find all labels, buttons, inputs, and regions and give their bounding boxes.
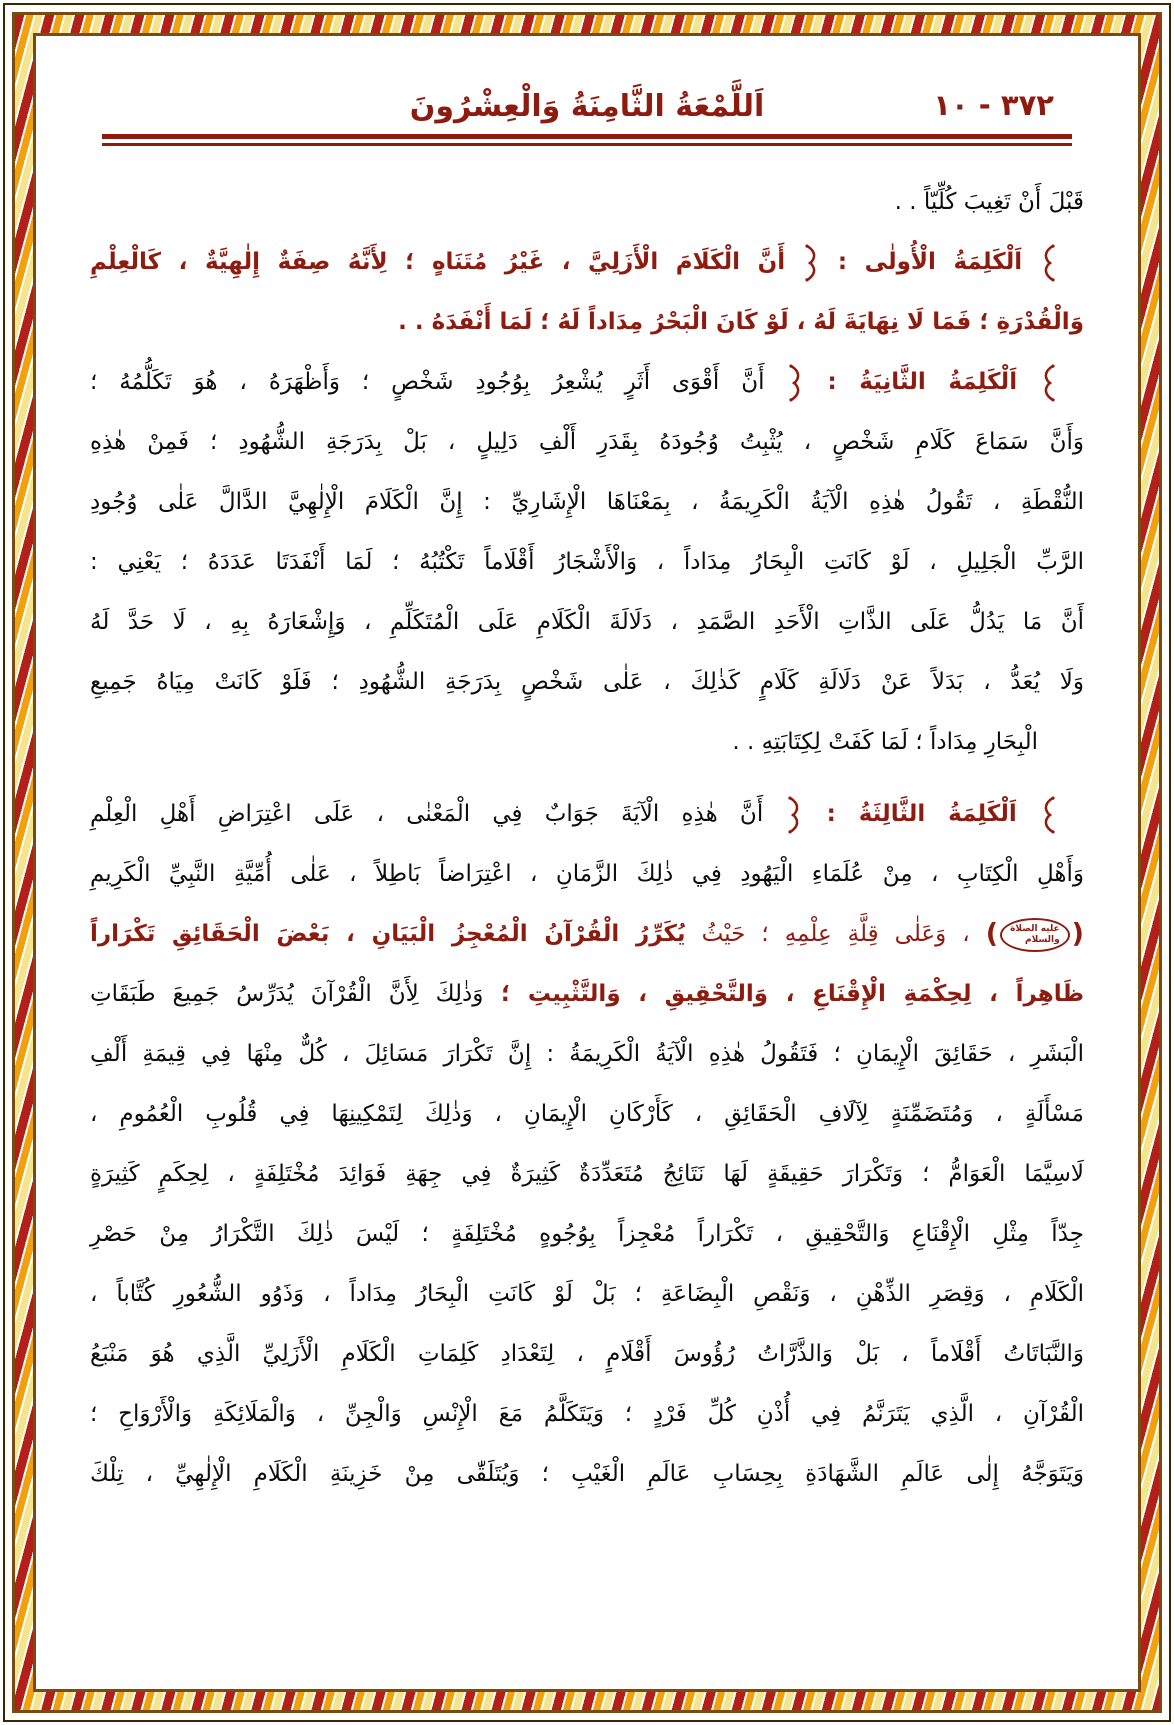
text-line [90,904,1084,964]
text-line [90,532,1084,592]
text-segment: اَلْكَلِمَةُ الْأُولٰى : [837,249,1023,275]
text-segment: الْبَشَرِ ، حَقَائِقَ الْإِيمَانِ ؛ فَتَقُولُ هٰذِهِ الْآيَةُ الْكَرِيمَةُ : إِنَّ تَكْرَارَ مَسَائِلَ ، كُلٌّ مِنْهَا فِي قِيمَةِ أَلْفِ [90,1041,1084,1067]
text-line [90,1324,1084,1384]
body-text [90,172,1084,1504]
text-line [90,1444,1084,1504]
text-line [90,1024,1084,1084]
text-line [90,172,1084,232]
page-header [90,60,1084,124]
text-line [90,844,1084,904]
double-rule-bottom [102,143,1072,146]
text-segment: وَلَا يُعَدُّ ، بَدَلاً عَنْ دَلَالَةِ كَلَامٍ كَذٰلِكَ ، عَلٰى شَخْصٍ بِدَرَجَةِ الشُّهُودِ ؛ فَلَوْ كَانَتْ مِيَاهُ جَمِيعِ [90,669,1084,695]
prophet-salutation-seal: ( عليه الصلاة والسلام ) [985,918,1085,950]
text-line [90,784,1084,844]
text-segment: الرَّبِّ الْجَلِيلِ ، لَوْ كَانَتِ الْبِحَارُ مِدَاداً ، وَالْأَشْجَارُ أَقْلَاماً تَكْتُبُهُ ؛ لَمَا أَنْفَدَتَا عَدَدَهُ ؛ يَعْنِي : [90,549,1084,575]
text-segment: أَنَّ أَقْوَى أَثَرٍ يُشْعِرُ بِوُجُودِ شَخْصٍ ؛ وَأَظْهَرَهُ ، هُوَ تَكَلُّمُهُ ؛ [90,369,765,395]
text-segment: يُكَرِّرُ الْقُرْآنُ الْمُعْجِزُ الْبَيَانِ ، بَعْضَ الْحَقَائِقِ تَكْرَاراً [90,921,686,947]
text-line [90,232,1084,292]
text-line [90,292,1084,352]
text-segment: مَسْأَلَةٍ ، وَمُتَضَمِّنَةٍ لِآلَافِ الْحَقَائِقِ ، كَأَرْكَانِ الْإِيمَانِ ، وَذٰلِكَ لِتَمْكِينِهَا فِي قُلُوبِ الْعُمُومِ ، [90,1101,1084,1127]
text-segment: وَالْقُدْرَةِ ؛ فَمَا لَا نِهَايَةَ لَهُ ، لَوْ كَانَ الْبَحْرُ مِدَاداً لَهُ ؛ لَمَا أَنْفَدَهُ . . [398,309,1084,335]
ornate-bracket-close-icon [787,796,802,834]
text-segment: أَنَّ الْكَلَامَ الْأَزَلِيَّ ، غَيْرُ مُتَنَاهٍ ؛ لِأَنَّهُ صِفَةٌ إِلٰهِيَّةٌ ، كَالْعِلْمِ [90,249,786,275]
text-line [90,1144,1084,1204]
ornate-bracket-close-icon [788,364,803,402]
text-segment: الْبِحَارِ مِدَاداً ؛ لَمَا كَفَتْ لِكِتَابَتِهِ . . [732,729,1038,755]
text-segment: وَأَهْلِ الْكِتَابِ ، مِنْ عُلَمَاءِ الْيَهُودِ فِي ذٰلِكَ الزَّمَانِ ، اعْتِرَاضاً بَاطِلاً ، عَلٰى أُمِّيَّةِ النَّبِيِّ الْكَرِيمِ [90,861,1084,887]
text-segment: وَذٰلِكَ لِأَنَّ الْقُرْآنَ يُدَرِّسُ جَمِيعَ طَبَقَاتِ [90,981,484,1007]
text-segment: وَالنَّبَاتَاتُ أَقْلَاماً ، بَلْ وَالذَّرَّاتُ رُؤُوسَ أَقْلَامٍ ، لِتَعْدَادِ كَلِمَاتِ الْكَلَامِ الْأَزَلِيِّ الَّذِي هُوَ مَنْبَعُ [90,1341,1084,1367]
ornate-bracket-open-icon [1041,796,1056,834]
text-segment: وَأَنَّ سَمَاعَ كَلَامِ شَخْصٍ ، يُثْبِتُ وُجُودَهُ بِقَدَرِ أَلْفِ دَلِيلٍ ، بَلْ بِدَرَجَةِ الشُّهُودِ ؛ فَمِنْ هٰذِهِ [90,429,1084,455]
text-line [90,352,1084,412]
text-line [90,1264,1084,1324]
text-segment: الْكَلَامِ ، وَقِصَرِ الذِّهْنِ ، وَنَقْصِ الْبِضَاعَةِ ؛ بَلْ لَوْ كَانَتِ الْبِحَارُ مِدَاداً ، وَذَوُو الشُّعُورِ كُتَّاباً ، [90,1281,1084,1307]
text-segment: النُّقْطَةِ ، تَقُولُ هٰذِهِ الْآيَةُ الْكَرِيمَةُ ، بِمَعْنَاهَا الْإِشَارِيِّ : إِنَّ الْكَلَامَ الْإِلٰهِيَّ الدَّالَّ عَلٰى وُجُودِ [90,489,1084,515]
text-segment: الْقُرْآنِ ، الَّذِي يَتَرَنَّمُ فِي أُذْنِ كُلِّ فَرْدٍ ؛ وَيَتَكَلَّمُ مَعَ الْإِنْسِ وَالْجِنِّ ، وَالْمَلَائِكَةِ وَالْأَرْوَاحِ ؛ [90,1401,1084,1427]
page-number: ٣٧٢ - ١٠ [933,88,1054,122]
text-line [90,712,1084,772]
text-segment: لَاسِيَّمَا الْعَوَامُّ ؛ وَتَكْرَارَ حَقِيقَةٍ لَهَا نَتَائِجُ مُتَعَدِّدَةٌ كَثِيرَةٌ فِي جِهَةِ فَوَائِدَ مُخْتَلِفَةٍ ، لِحِكَمٍ كَثِيرَةٍ [90,1161,1084,1187]
page-content [36,36,1138,1689]
ornate-bracket-close-icon [804,244,819,282]
text-segment: اَلْكَلِمَةُ الثَّانِيَةُ : [827,369,1018,395]
text-segment: اَلْكَلِمَةُ الثَّالِثَةُ : [826,801,1017,827]
text-line [90,472,1084,532]
text-line [90,1204,1084,1264]
text-segment: ظَاهِراً ، لِحِكْمَةِ الْإِقْنَاعِ ، وَالتَّحْقِيقِ ، وَالتَّثْبِيتِ ؛ [483,981,1085,1007]
page-title: اَللَّمْعَةُ الثَّامِنَةُ وَالْعِشْرُونَ [409,89,765,124]
text-line [90,1084,1084,1144]
text-segment: أَنَّ مَا يَدُلُّ عَلَى الذَّاتِ الْأَحَدِ الصَّمَدِ ، دَلَالَةَ الْكَلَامِ عَلَى الْمُتَكَلِّمِ ، وَإِشْعَارَهُ بِهِ ، لَا حَدَّ لَهُ [90,609,1084,635]
text-segment: قَبْلَ أَنْ تَغِيبَ كُلِّيّاً . . [894,189,1084,215]
ornate-bracket-open-icon [1041,364,1056,402]
text-line [90,592,1084,652]
double-rule-top [102,134,1072,139]
text-line [90,652,1084,712]
text-line [90,1384,1084,1444]
ornate-bracket-open-icon [1041,244,1056,282]
text-segment: وَيَتَوَجَّهُ إِلٰى عَالَمِ الشَّهَادَةِ بِحِسَابِ عَالَمِ الْغَيْبِ ؛ وَيُتَلَقّٰى مِنْ خَزِينَةِ الْكَلَامِ الْإِلٰهِيِّ ، تِلْكَ [90,1461,1084,1487]
text-line [90,412,1084,472]
text-segment: أَنَّ هٰذِهِ الْآيَةَ جَوَابٌ فِي الْمَعْنٰى ، عَلَى اعْتِرَاضِ أَهْلِ الْعِلْمِ [90,801,764,827]
text-segment: ، وَعَلٰى قِلَّةِ عِلْمِهِ ؛ حَيْثُ [685,921,970,947]
text-segment: جِدّاً مِثْلِ الْإِقْنَاعِ وَالتَّحْقِيقِ ، تَكْرَاراً مُعْجِزاً بِوُجُوهٍ مُخْتَلِفَةٍ ؛ لَيْسَ ذٰلِكَ التَّكْرَارُ مِنْ حَصْرِ [90,1221,1084,1247]
text-line [90,964,1084,1024]
